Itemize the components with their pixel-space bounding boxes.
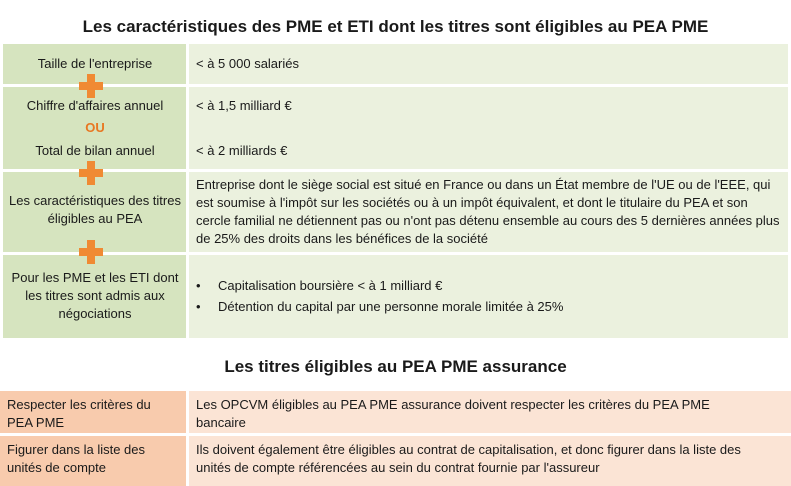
section2-title: Les titres éligibles au PEA PME assurance [224,357,567,376]
row-taille-value-cell [189,44,788,84]
plus-icon [79,161,103,185]
plus-icon [79,74,103,98]
assurance-row-2-value-cell [189,436,791,486]
assurance-row-1-value-cell [189,391,791,433]
row-cotees-label-cell [3,255,186,338]
row-ca-value: < à 1,5 milliard € [196,98,292,113]
bullet-item [196,298,563,319]
assurance-row-1-label-cell [0,391,186,433]
bullet-icon: • [196,299,201,314]
cotees-bullet-list [196,277,563,319]
row-taille-value: < à 5 000 salariés [196,56,299,71]
row-bilan-label: Total de bilan annuel [35,143,155,158]
row-cotees-value-cell [189,255,788,338]
row-ca-label-cell [3,87,186,169]
bullet-icon: • [196,278,201,293]
bullet-item [196,277,563,298]
row-titres-label: Les caractéristiques des titres éligibles au PEA [9,193,181,226]
assurance-row-2-value: Ils doivent également être éligibles au contrat de capitalisation, et donc figurer dans la liste des unités de compte référencées au sein du contrat fournie par l'assureur [196,442,741,475]
row-ca-label: Chiffre d'affaires annuel [26,98,164,113]
row-titres-value: Entreprise dont le siège social est situé en France ou dans un État membre de l'UE ou de l'EEE, qui est soumise à l'impôt sur les sociétés ou à un impôt équivalent, et dont le titulaire du PEA et son cercle familial ne détiennent pas ou n'ont pas détenu ensemble au cours des 5 dernières années plus de 25% des droits dans les bénéfices de la société [196,177,780,246]
assurance-row-2-label-cell [0,436,186,486]
row-titres-value-cell [189,172,788,252]
row-ca-value-cell [189,87,788,169]
bullet-text: Détention du capital par une personne morale limitée à 25% [218,299,564,314]
assurance-row-1-value: Les OPCVM éligibles au PEA PME assurance doivent respecter les critères du PEA PME bancaire [196,397,710,430]
assurance-row-1-label: Respecter les critères du PEA PME [7,397,151,430]
row-taille-label: Taille de l'entreprise [37,56,153,71]
bullet-text: Capitalisation boursière < à 1 milliard € [218,278,443,293]
row-cotees-label: Pour les PME et les ETI dont les titres sont admis aux négociations [11,270,179,321]
assurance-row-2-label: Figurer dans la liste des unités de compte [7,442,146,475]
plus-icon [79,240,103,264]
or-separator: OU [85,120,105,135]
row-bilan-value: < à 2 milliards € [196,143,288,158]
section1-title: Les caractéristiques des PME et ETI dont les titres sont éligibles au PEA PME [82,17,709,36]
